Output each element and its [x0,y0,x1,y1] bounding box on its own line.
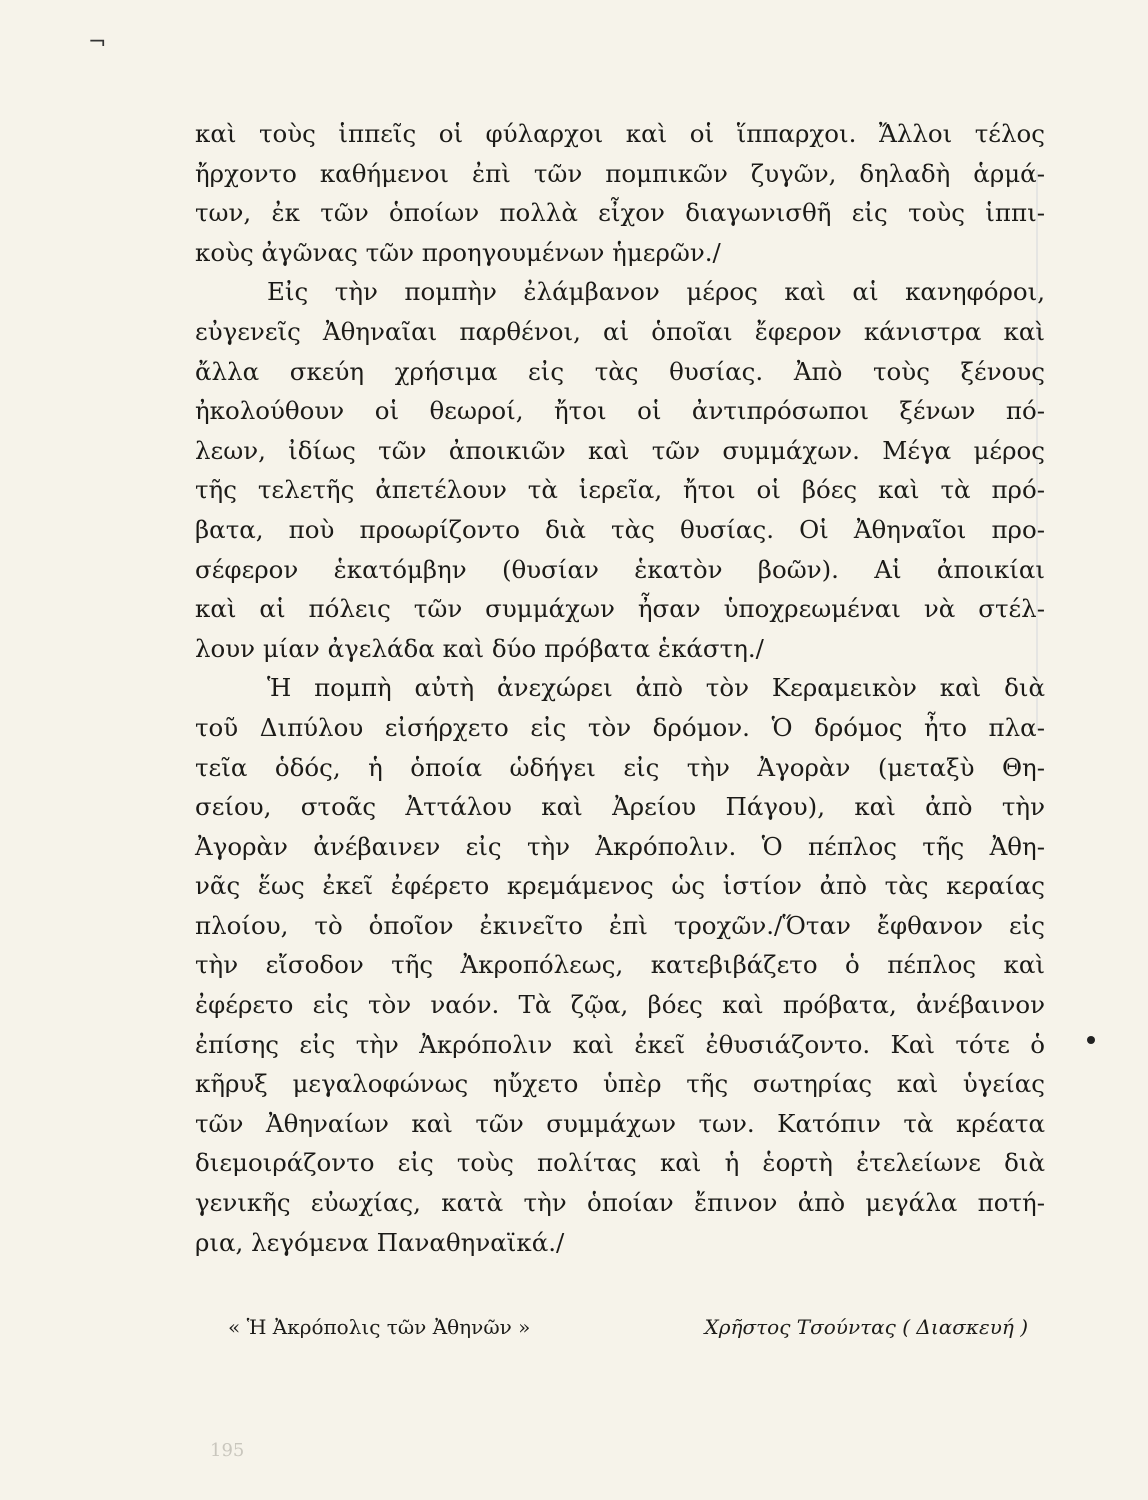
text-line: ἠκολούθουν οἱ θεωροί, ἤτοι οἱ ἀντιπρόσωποι ξένων πό- [195,396,1045,426]
text-line: κῆρυξ μεγαλοφώνως ηὔχετο ὑπὲρ τῆς σωτηρίας καὶ ὑγείας [195,1069,1045,1099]
text-line: ἐπίσης εἰς τὴν Ἀκρόπολιν καὶ ἐκεῖ ἐθυσιάζοντο. Καὶ τότε ὁ [195,1029,1045,1059]
bleed-through-shadow [1036,170,1148,730]
text-line: λουν μίαν ἀγελάδα καὶ δύο πρόβατα ἑκάστη./ [195,633,764,663]
text-line: σέφερον ἑκατόμβην (θυσίαν ἑκατὸν βοῶν). Αἱ ἀποικίαι [195,554,1045,584]
text-line: των, ἐκ τῶν ὁποίων πολλὰ εἶχον διαγωνισθῆ εἰς τοὺς ἱππι- [195,198,1045,228]
text-line: διεμοιράζοντο εἰς τοὺς πολίτας καὶ ἡ ἑορτὴ ἐτελείωνε διὰ [195,1148,1045,1178]
text-line: καὶ τοὺς ἱππεῖς οἱ φύλαρχοι καὶ οἱ ἵππαρχοι. Ἄλλοι τέλος [195,119,1045,148]
text-line: Ἡ πομπὴ αὐτὴ ἀνεχώρει ἀπὸ τὸν Κεραμεικὸν καὶ διὰ [267,673,1045,703]
text-line: Εἰς τὴν πομπὴν ἐλάμβανον μέρος καὶ αἱ κανηφόροι, [267,277,1045,307]
citation-footer [228,1315,1028,1339]
author-credit: Χρῆστος Τσούντας ( Διασκευή ) [704,1315,1028,1339]
ink-dot [1087,1036,1095,1044]
text-line: ἤρχοντο καθήμενοι ἐπὶ τῶν πομπικῶν ζυγῶν, δηλαδὴ ἁρμά- [195,158,1045,188]
page-number: 195 [210,1440,245,1461]
body-text [195,114,1045,1262]
text-line: τὴν εἴσοδον τῆς Ἀκροπόλεως, κατεβιβάζετο ὁ πέπλος καὶ [195,950,1045,980]
text-line: τῆς τελετῆς ἀπετέλουν τὰ ἱερεῖα, ἤτοι οἱ βόες καὶ τὰ πρό- [195,475,1045,505]
text-line: βατα, ποὺ προωρίζοντο διὰ τὰς θυσίας. Οἱ Ἀθηναῖοι προ- [195,514,1045,544]
text-line: ἄλλα σκεύη χρήσιμα εἰς τὰς θυσίας. Ἀπὸ τοὺς ξένους [195,356,1045,386]
text-line: πλοίου, τὸ ὁποῖον ἐκινεῖτο ἐπὶ τροχῶν./Ὅταν ἔφθανον εἰς [195,910,1045,940]
text-line: εὐγενεῖς Ἀθηναῖαι παρθένοι, αἱ ὁποῖαι ἔφερον κάνιστρα καὶ [195,316,1045,346]
text-line: τῶν Ἀθηναίων καὶ τῶν συμμάχων των. Κατόπιν τὰ κρέατα [195,1108,1045,1138]
corner-mark: ¬ [88,30,107,55]
text-line: λεων, ἰδίως τῶν ἀποικιῶν καὶ τῶν συμμάχων. Μέγα μέρος [195,435,1045,465]
text-line: τεῖα ὁδός, ἡ ὁποία ὡδήγει εἰς τὴν Ἀγορὰν (μεταξὺ Θη- [195,752,1045,782]
text-line: ρια, λεγόμενα Παναθηναϊκά./ [195,1227,565,1257]
text-line: καὶ αἱ πόλεις τῶν συμμάχων ἦσαν ὑποχρεωμέναι νὰ στέλ- [195,594,1045,624]
text-line: νᾶς ἕως ἐκεῖ ἐφέρετο κρεμάμενος ὡς ἱστίον ἀπὸ τὰς κεραίας [195,871,1045,901]
text-line: κοὺς ἀγῶνας τῶν προηγουμένων ἡμερῶν./ [195,237,721,267]
text-line: ἐφέρετο εἰς τὸν ναόν. Τὰ ζῷα, βόες καὶ πρόβατα, ἀνέβαινον [195,990,1045,1020]
text-line: Ἀγορὰν ἀνέβαινεν εἰς τὴν Ἀκρόπολιν. Ὁ πέπλος τῆς Ἀθη- [195,831,1045,861]
source-title: « Ἡ Ἀκρόπολις τῶν Ἀθηνῶν » [228,1315,531,1339]
text-line: γενικῆς εὐωχίας, κατὰ τὴν ὁποίαν ἔπινον ἀπὸ μεγάλα ποτή- [195,1188,1045,1218]
text-line: τοῦ Διπύλου εἰσήρχετο εἰς τὸν δρόμον. Ὁ δρόμος ἦτο πλα- [195,712,1045,742]
text-line: σείου, στοᾶς Ἀττάλου καὶ Ἀρείου Πάγου), καὶ ἀπὸ τὴν [195,792,1045,822]
